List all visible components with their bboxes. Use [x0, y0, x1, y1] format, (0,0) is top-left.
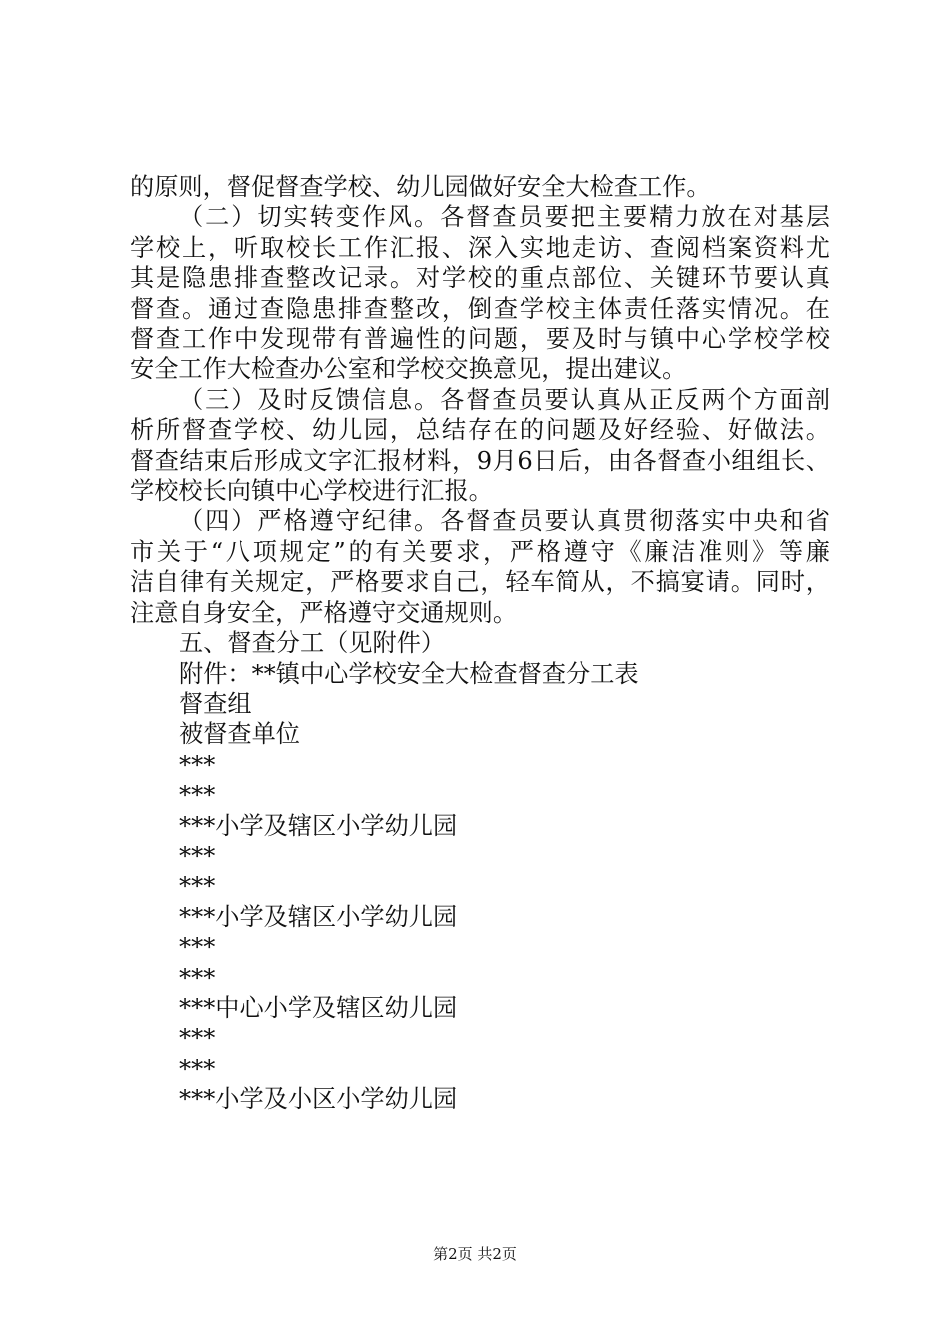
- table-line: ***小学及辖区小学幼儿园: [179, 811, 458, 840]
- table-line: ***: [179, 1024, 216, 1053]
- paragraph-line: 督查结束后形成文字汇报材料，9月6日后，由各督查小组组长、: [130, 446, 830, 475]
- paragraph-line: 其是隐患排查整改记录。对学校的重点部位、关键环节要认真: [130, 264, 830, 293]
- table-line: ***中心小学及辖区幼儿园: [179, 993, 458, 1022]
- attachment-title: 附件：**镇中心学校安全大检查督查分工表: [179, 659, 639, 688]
- table-header-unit: 被督查单位: [179, 720, 300, 749]
- paragraph-line: 督查工作中发现带有普遍性的问题，要及时与镇中心学校学校: [130, 325, 830, 354]
- paragraph-line: （二）切实转变作风。各督查员要把主要精力放在对基层: [179, 203, 830, 232]
- table-line: ***小学及辖区小学幼儿园: [179, 902, 458, 931]
- document-body: [130, 172, 830, 1115]
- section-heading: 五、督查分工（见附件）: [179, 629, 446, 658]
- table-line: ***: [179, 1054, 216, 1083]
- table-line: ***: [179, 963, 216, 992]
- table-line: ***: [179, 933, 216, 962]
- paragraph-line: 督查。通过查隐患排查整改，倒查学校主体责任落实情况。在: [130, 294, 830, 323]
- paragraph-line: 学校上，听取校长工作汇报、深入实地走访、查阅档案资料尤: [130, 233, 830, 262]
- table-line: ***: [179, 781, 216, 810]
- paragraph-line: （三）及时反馈信息。各督查员要认真从正反两个方面剖: [179, 385, 830, 414]
- paragraph-line: 安全工作大检查办公室和学校交换意见，提出建议。: [130, 355, 687, 384]
- paragraph-line: 学校校长向镇中心学校进行汇报。: [130, 477, 493, 506]
- paragraph-line: （四）严格遵守纪律。各督查员要认真贯彻落实中央和省: [179, 507, 830, 536]
- table-line: ***: [179, 750, 216, 779]
- paragraph-line: 市关于“八项规定”的有关要求，严格遵守《廉洁准则》等廉: [130, 537, 830, 566]
- paragraph-line: 洁自律有关规定，严格要求自己，轻车简从，不搞宴请。同时，: [130, 568, 830, 597]
- table-line: ***小学及小区小学幼儿园: [179, 1085, 458, 1114]
- table-header-group: 督查组: [179, 689, 252, 718]
- paragraph-line: 的原则，督促督查学校、幼儿园做好安全大检查工作。: [130, 173, 711, 201]
- table-line: ***: [179, 841, 216, 870]
- table-line: ***: [179, 872, 216, 901]
- paragraph-line: 析所督查学校、幼儿园，总结存在的问题及好经验、好做法。: [130, 416, 830, 445]
- paragraph-line: 注意自身安全，严格遵守交通规则。: [130, 598, 518, 627]
- page-footer: 第2页 共2页: [433, 1245, 517, 1263]
